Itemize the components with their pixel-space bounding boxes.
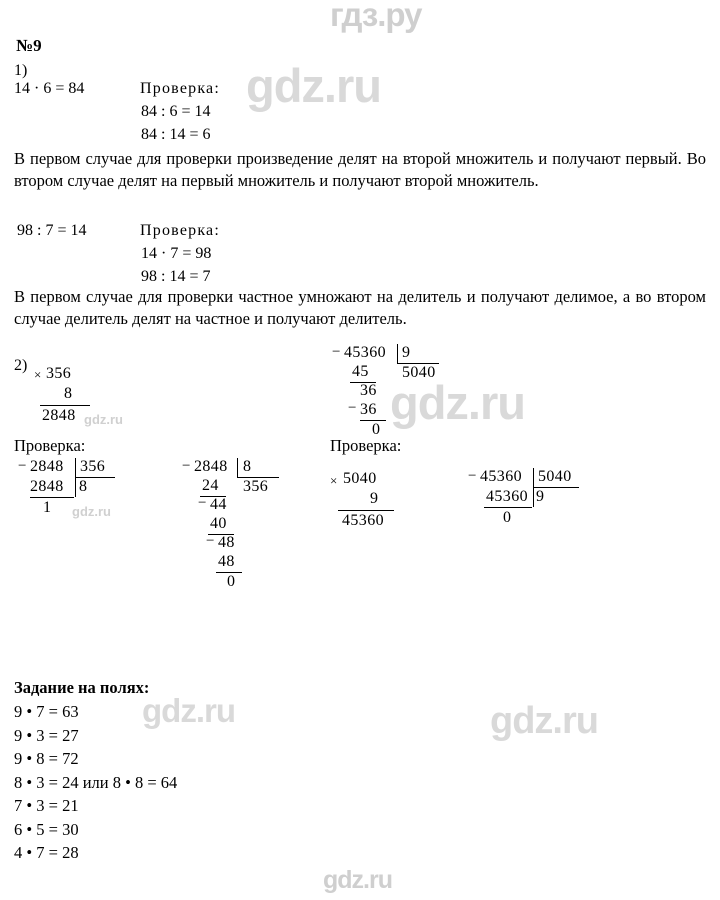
- margin-line: 9 • 7 = 63: [14, 702, 79, 721]
- check-a-line-1: 84 : 6 = 14: [141, 103, 211, 120]
- check3-operand-bottom: 9: [370, 490, 379, 507]
- check4-divisor: 5040: [538, 468, 572, 485]
- part2-label: 2): [14, 357, 28, 374]
- check2-step-2: 44: [210, 496, 227, 513]
- check3-operand-top: 5040: [343, 470, 377, 487]
- watermark-header: гдз.ру: [330, 0, 422, 33]
- check2-step-3: 40: [210, 515, 227, 532]
- margin-line: 6 • 5 = 30: [14, 819, 79, 839]
- margin-line: 8 • 3 = 24 или 8 • 8 = 64: [14, 772, 178, 792]
- check-a-title: Проверка:: [140, 80, 220, 97]
- watermark-1: gdz.ru: [246, 59, 381, 112]
- div-step-2: 36: [360, 382, 377, 399]
- check4-vbar-bottom: [533, 488, 534, 507]
- check2-divisor: 8: [243, 458, 252, 475]
- check4-quotient: 9: [536, 488, 545, 505]
- check1-rule: [30, 497, 74, 498]
- check1-vbar-bottom: [75, 478, 76, 497]
- check1-subtrahend: 2848: [30, 478, 64, 495]
- margin-line: 9 • 3 = 27: [14, 725, 79, 745]
- div-vertical-bar: [397, 344, 398, 363]
- div-minus-sign-2: −: [348, 400, 357, 416]
- check1-dividend: 2848: [30, 458, 64, 475]
- check2-step-4: 48: [218, 534, 235, 551]
- multiply-sign: ×: [34, 367, 42, 382]
- check4-minus-sign: −: [468, 468, 477, 484]
- part1-label: 1): [14, 62, 28, 79]
- check2-vbar: [237, 458, 238, 477]
- mult-operand-bottom: 8: [64, 385, 73, 402]
- div-quotient: 5040: [402, 364, 436, 381]
- div-divisor: 9: [402, 344, 411, 361]
- div-dividend: 45360: [344, 344, 386, 361]
- div-remainder: 0: [372, 421, 381, 438]
- check4-dividend: 45360: [480, 468, 522, 485]
- check2-dividend: 2848: [194, 458, 228, 475]
- check-b-line-1: 14 · 7 = 98: [141, 245, 212, 262]
- check2-minus-3: −: [206, 533, 215, 549]
- equation-b: 98 : 7 = 14: [17, 222, 87, 239]
- check1-quotient: 8: [79, 478, 88, 495]
- div-step-1: 45: [352, 363, 369, 380]
- check2-quotient: 356: [243, 478, 269, 495]
- watermark-4: gdz.ru: [490, 700, 598, 742]
- check-b-title: Проверка:: [140, 222, 220, 239]
- watermark-2: gdz.ru: [390, 376, 525, 429]
- task-number: №9: [16, 36, 42, 55]
- watermark-small-2: gdz.ru: [72, 504, 111, 519]
- check4-subtrahend: 45360: [486, 488, 528, 505]
- margin-line: 4 • 7 = 28: [14, 843, 79, 862]
- check1-vbar-top: [75, 458, 76, 477]
- paragraph-a: В первом случае для проверки произведение делят на второй множитель и получают первый. Во втором случае делят на первый множитель и получают второй множитель.: [14, 149, 706, 190]
- check-label-left: Проверка:: [14, 436, 86, 455]
- check2-step-5: 48: [218, 553, 235, 570]
- check3-result: 45360: [342, 512, 384, 529]
- check1-remainder: 1: [43, 499, 52, 516]
- mult-result: 2848: [42, 407, 76, 424]
- check4-vbar-top: [533, 468, 534, 487]
- margin-task-list: [14, 700, 177, 865]
- check3-multiply-sign: ×: [330, 473, 338, 488]
- check1-divisor: 356: [80, 458, 106, 475]
- watermark-small-1: gdz.ru: [84, 412, 123, 427]
- margin-line: 9 • 8 = 72: [14, 749, 79, 768]
- paragraph-b: В первом случае для проверки частное умножают на делитель и получают делимое, а во втором случае делитель делят на частное и получают делитель.: [14, 287, 706, 328]
- watermark-3: gdz.ru: [142, 692, 235, 729]
- watermark-footer: gdz.ru: [323, 866, 392, 894]
- div-step-3: 36: [360, 401, 377, 418]
- div-minus-sign-1: −: [332, 344, 341, 360]
- check-a-line-2: 84 : 14 = 6: [141, 126, 211, 143]
- check2-minus-2: −: [198, 495, 207, 511]
- mult-operand-top: 356: [46, 365, 72, 382]
- margin-task-title: Задание на полях:: [14, 678, 150, 697]
- check4-remainder: 0: [503, 509, 512, 526]
- check2-minus-1: −: [182, 458, 191, 474]
- check1-minus-sign: −: [18, 458, 27, 474]
- check-b-line-2: 98 : 14 = 7: [141, 268, 211, 285]
- margin-line: 7 • 3 = 21: [14, 796, 79, 815]
- check-label-right: Проверка:: [330, 436, 402, 455]
- check2-remainder: 0: [227, 573, 236, 590]
- equation-a: 14 · 6 = 84: [14, 80, 85, 97]
- check2-step-1: 24: [202, 477, 219, 494]
